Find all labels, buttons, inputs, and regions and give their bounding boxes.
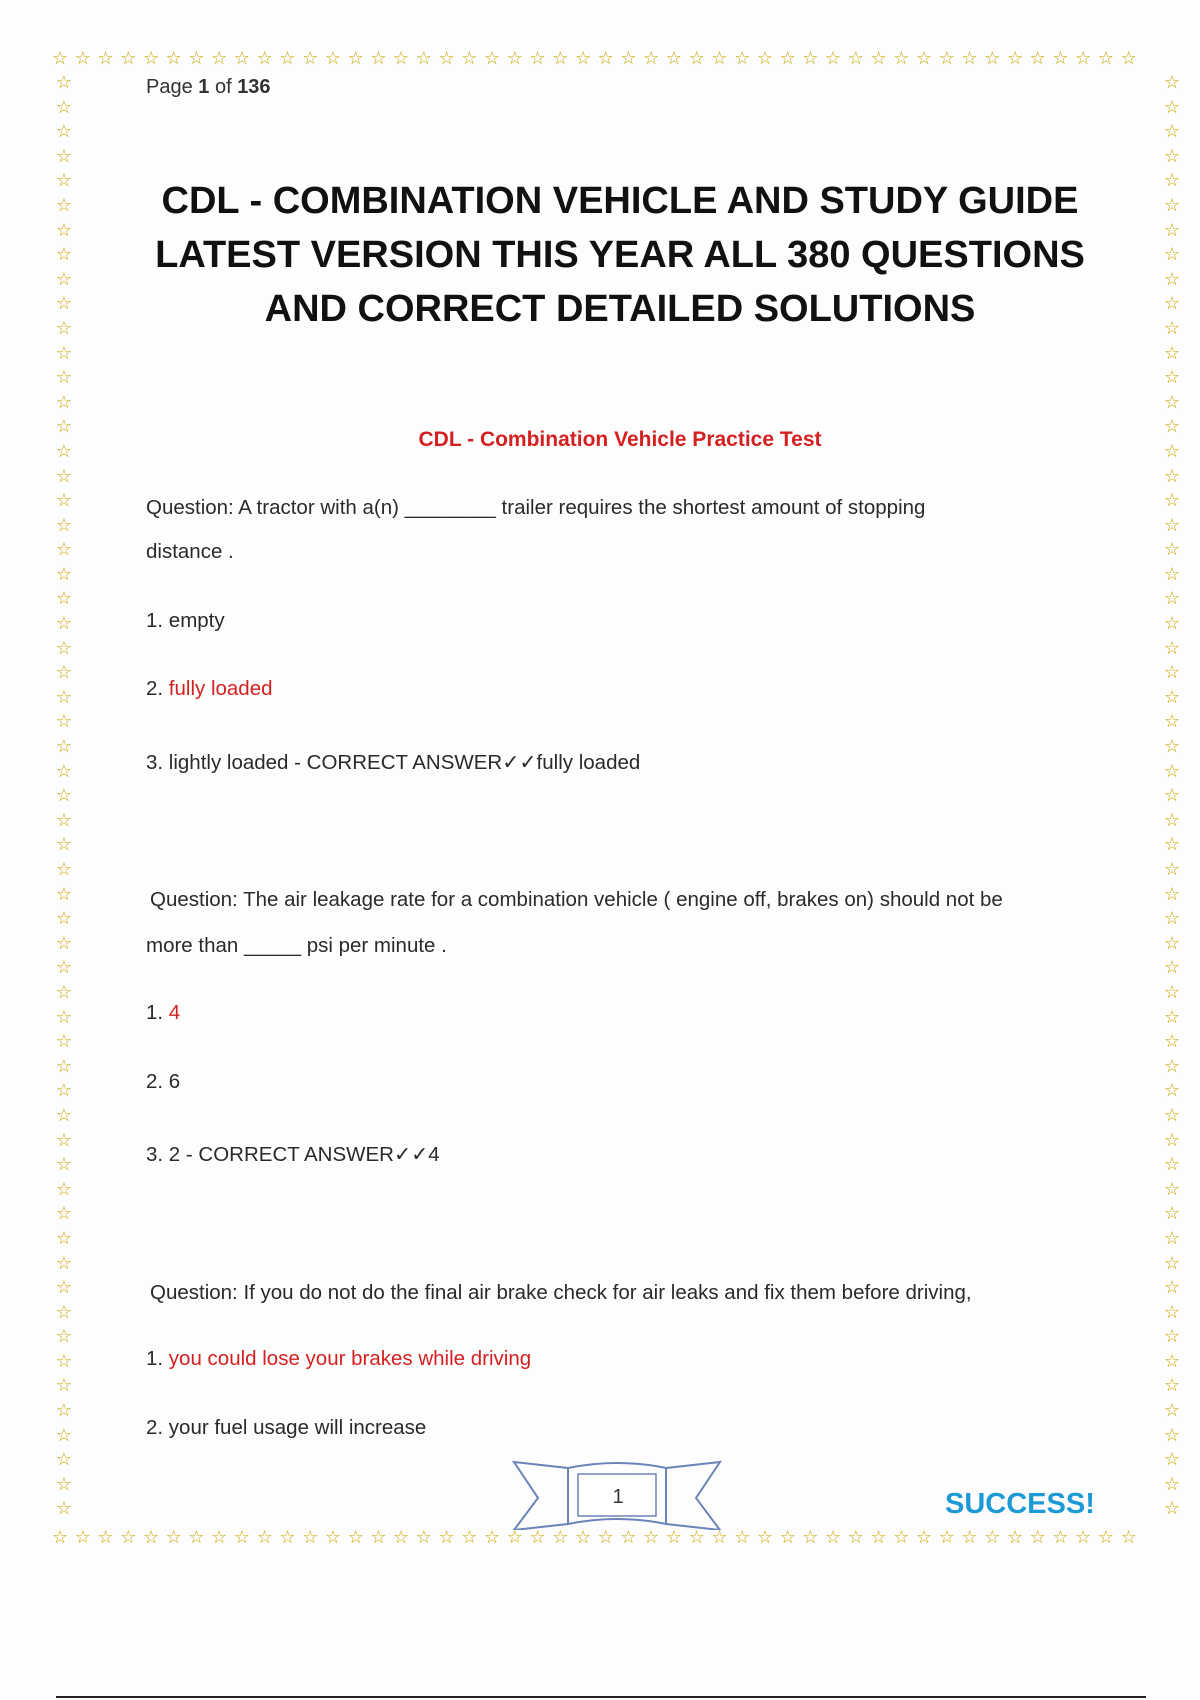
section-heading: CDL - Combination Vehicle Practice Test bbox=[418, 428, 822, 451]
title-line: CDL - COMBINATION VEHICLE AND STUDY GUIDE bbox=[161, 180, 1079, 222]
title-line: AND CORRECT DETAILED SOLUTIONS bbox=[264, 288, 976, 330]
question-2-option-3: 3. 2 - CORRECT ANSWER✓✓4 bbox=[146, 1143, 440, 1166]
star-border-top: ☆☆☆☆☆☆☆☆☆☆☆☆☆☆☆☆☆☆☆☆☆☆☆☆☆☆☆☆☆☆☆☆☆☆☆☆☆☆☆☆☆☆☆☆☆☆☆☆ bbox=[52, 50, 1144, 69]
star-border-bottom: ☆☆☆☆☆☆☆☆☆☆☆☆☆☆☆☆☆☆☆☆☆☆☆☆☆☆☆☆☆☆☆☆☆☆☆☆☆☆☆☆☆☆☆☆☆☆☆☆ bbox=[52, 1529, 1144, 1548]
page-label: Page 1 of 136 bbox=[146, 76, 271, 98]
question-1-option-1: 1. empty bbox=[146, 609, 225, 632]
question-1-text: Question: A tractor with a(n) ________ trailer requires the shortest amount of stopping bbox=[146, 496, 926, 519]
question-2-text: Question: The air leakage rate for a combination vehicle ( engine off, brakes on) should not be bbox=[150, 888, 1003, 911]
success-badge: SUCCESS! bbox=[945, 1488, 1095, 1520]
question-2-text-cont: more than _____ psi per minute . bbox=[146, 934, 447, 957]
document-title bbox=[140, 174, 1100, 336]
page-number: 1 bbox=[612, 1486, 624, 1508]
question-1-option-2: 2. fully loaded bbox=[146, 677, 273, 700]
question-1-option-3: 3. lightly loaded - CORRECT ANSWER✓✓fully loaded bbox=[146, 751, 641, 774]
question-2-option-1: 1. 4 bbox=[146, 1001, 181, 1024]
star-border-right: ☆ ☆ ☆ ☆ ☆ ☆ ☆ ☆ ☆ ☆ ☆ ☆ ☆ ☆ ☆ ☆ ☆ ☆ ☆ ☆ ☆ ☆ ☆ ☆ ☆ ☆ ☆ ☆ ☆ ☆ ☆ ☆ ☆ ☆ ☆ ☆ ☆ ☆ ☆ ☆ ☆ ☆ ☆ ☆ ☆ ☆ ☆ ☆ ☆ ☆ ☆ ☆ ☆ ☆ ☆ ☆ ☆ ☆ ☆ bbox=[1163, 74, 1181, 1520]
bottom-rule bbox=[56, 1696, 1146, 1698]
question-1-text-cont: distance . bbox=[146, 540, 234, 563]
question-3-text: Question: If you do not do the final air brake check for air leaks and fix them before driving, bbox=[150, 1281, 972, 1304]
title-line: LATEST VERSION THIS YEAR ALL 380 QUESTIONS bbox=[155, 234, 1085, 276]
star-border-left: ☆ ☆ ☆ ☆ ☆ ☆ ☆ ☆ ☆ ☆ ☆ ☆ ☆ ☆ ☆ ☆ ☆ ☆ ☆ ☆ ☆ ☆ ☆ ☆ ☆ ☆ ☆ ☆ ☆ ☆ ☆ ☆ ☆ ☆ ☆ ☆ ☆ ☆ ☆ ☆ ☆ ☆ ☆ ☆ ☆ ☆ ☆ ☆ ☆ ☆ ☆ ☆ ☆ ☆ ☆ ☆ ☆ ☆ ☆ bbox=[55, 74, 73, 1520]
question-3-option-2: 2. your fuel usage will increase bbox=[146, 1416, 427, 1439]
question-3-option-1: 1. you could lose your brakes while driving bbox=[146, 1347, 532, 1370]
highlighted-answer: 4 bbox=[168, 1001, 181, 1024]
highlighted-answer: you could lose your brakes while driving bbox=[168, 1347, 532, 1370]
highlighted-answer: fully loaded bbox=[168, 677, 273, 700]
question-2-option-2: 2. 6 bbox=[146, 1070, 181, 1093]
